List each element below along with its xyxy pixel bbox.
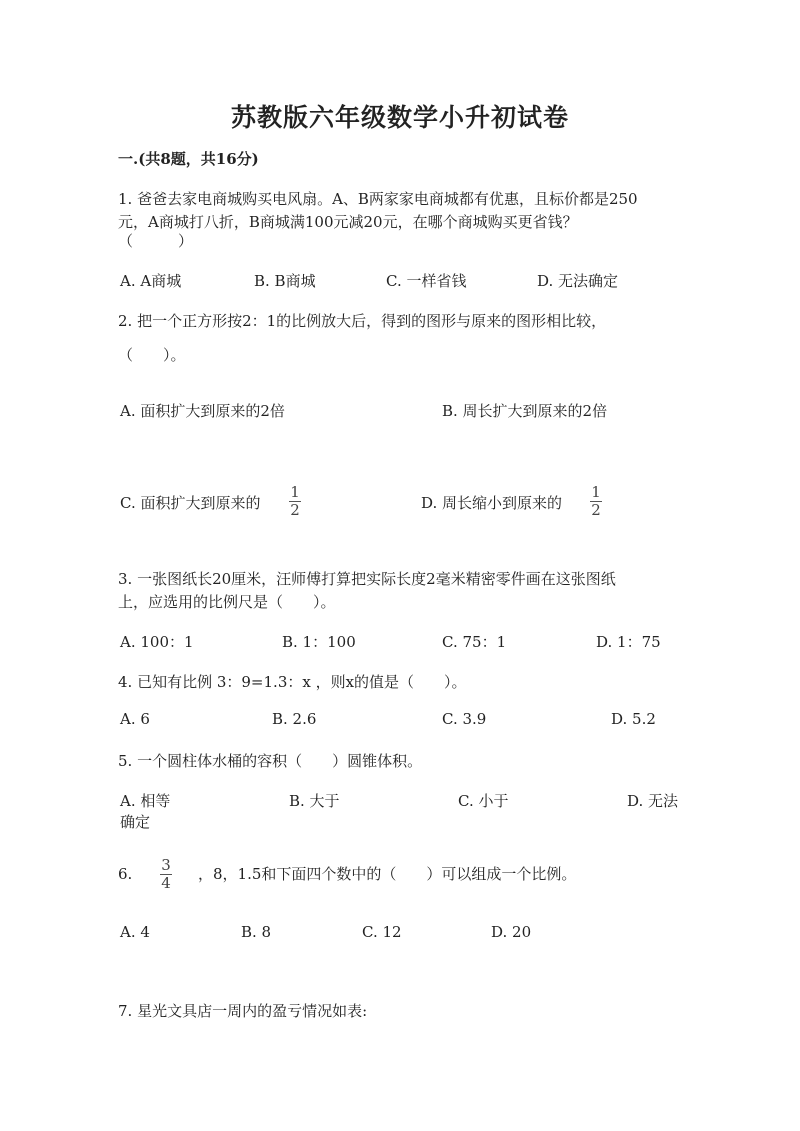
question-1-option-c[interactable]: C. 一样省钱	[386, 272, 467, 290]
question-1-option-a[interactable]: A. A商城	[120, 272, 182, 290]
question-4-option-a[interactable]: A. 6	[120, 710, 150, 728]
question-3-line-2: 上，应选用的比例尺是（ ）。	[118, 593, 336, 611]
question-2-option-b[interactable]: B. 周长扩大到原来的2倍	[442, 402, 608, 420]
question-2-option-c[interactable]: C. 面积扩大到原来的	[120, 494, 261, 512]
question-4-option-b[interactable]: B. 2.6	[272, 710, 317, 728]
question-1-line-1: 1. 爸爸去家电商城购买电风扇。A、B两家家电商城都有优惠，且标价都是250	[118, 190, 638, 208]
question-2-option-d[interactable]: D. 周长缩小到原来的	[421, 494, 563, 512]
question-5-option-d[interactable]: D. 无法	[627, 792, 679, 810]
question-3-line-1: 3. 一张图纸长20厘米，汪师傅打算把实际长度2毫米精密零件画在这张图纸	[118, 570, 616, 588]
fraction-numerator: 1	[290, 483, 300, 501]
question-1-option-d[interactable]: D. 无法确定	[537, 272, 619, 290]
fraction-denominator: 2	[591, 501, 601, 519]
question-6-option-d[interactable]: D. 20	[491, 923, 532, 941]
question-5-line-1: 5. 一个圆柱体水桶的容积（ ）圆锥体积。	[118, 752, 423, 770]
question-6-fraction	[160, 857, 172, 892]
question-6-number: 6.	[118, 865, 133, 883]
question-2-blank: （ ）。	[118, 346, 186, 364]
question-2-option-a[interactable]: A. 面积扩大到原来的2倍	[120, 402, 285, 420]
question-6-text: ，8，1.5和下面四个数中的（ ）可以组成一个比例。	[198, 865, 577, 883]
question-2-option-d-fraction	[590, 484, 602, 519]
question-4-line-1: 4. 已知有比例 3：9=1.3：x ，则x的值是（ ）。	[118, 673, 467, 691]
question-4-option-d[interactable]: D. 5.2	[611, 710, 656, 728]
question-2-option-c-fraction	[289, 484, 301, 519]
question-3-option-b[interactable]: B. 1：100	[282, 633, 356, 651]
question-2-line-1: 2. 把一个正方形按2：1的比例放大后，得到的图形与原来的图形相比较，	[118, 312, 607, 330]
fraction-numerator: 1	[591, 483, 601, 501]
fraction-numerator: 3	[161, 856, 171, 874]
question-3-option-c[interactable]: C. 75：1	[442, 633, 507, 651]
question-5-option-c[interactable]: C. 小于	[458, 792, 509, 810]
question-5-option-b[interactable]: B. 大于	[289, 792, 340, 810]
question-4-option-c[interactable]: C. 3.9	[442, 710, 487, 728]
fraction-denominator: 4	[161, 874, 171, 892]
page-title: 苏教版六年级数学小升初试卷	[230, 103, 569, 132]
question-7-line-1: 7. 星光文具店一周内的盈亏情况如表:	[118, 1002, 368, 1020]
question-1-line-2: 元，A商城打八折，B商城满100元减20元，在哪个商城购买更省钱？	[118, 213, 578, 231]
question-3-option-d[interactable]: D. 1：75	[596, 633, 661, 651]
section-heading: 一.(共8题，共16分)	[118, 150, 259, 168]
question-1-blank: （ ）	[118, 232, 194, 250]
question-3-option-a[interactable]: A. 100：1	[120, 633, 194, 651]
question-5-option-d-continued: 确定	[120, 813, 151, 831]
question-1-option-b[interactable]: B. B商城	[254, 272, 316, 290]
fraction-denominator: 2	[290, 501, 300, 519]
question-6-option-a[interactable]: A. 4	[120, 923, 150, 941]
question-5-option-a[interactable]: A. 相等	[120, 792, 171, 810]
question-6-option-b[interactable]: B. 8	[241, 923, 272, 941]
question-6-option-c[interactable]: C. 12	[362, 923, 402, 941]
